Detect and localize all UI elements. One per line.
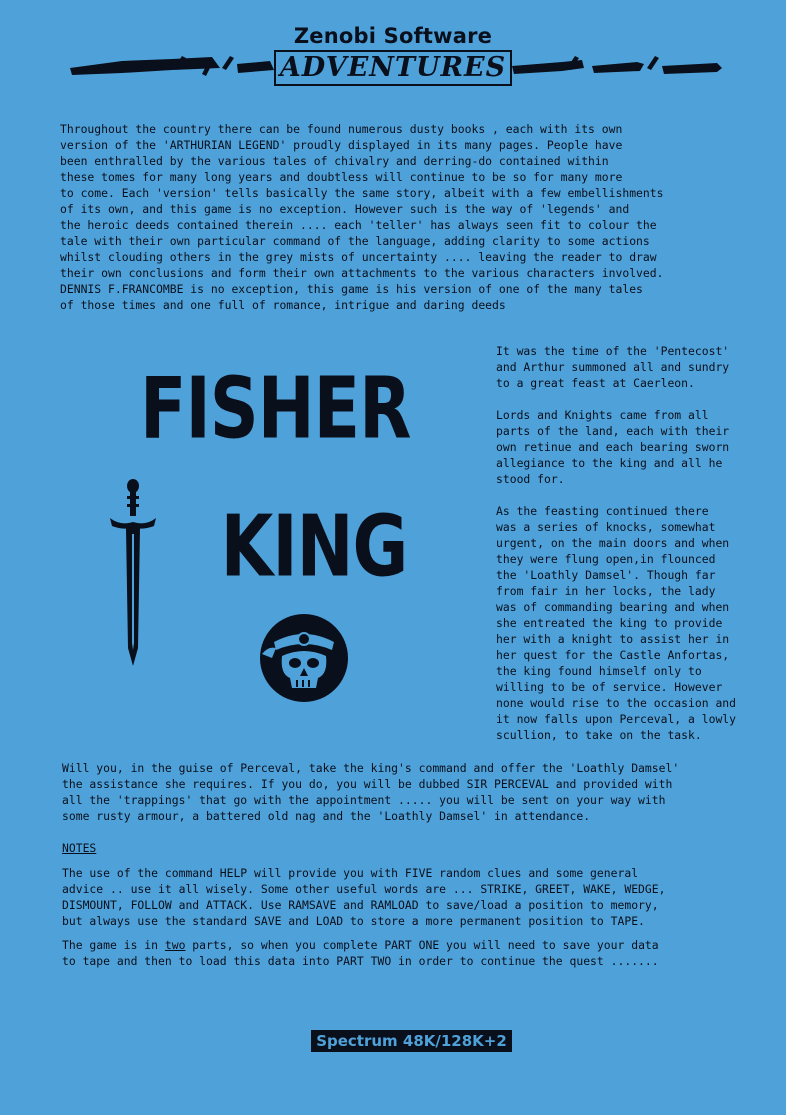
story-line: It was the time of the 'Pentecost' bbox=[496, 344, 730, 358]
skull-icon bbox=[258, 612, 350, 704]
game-title-line-1: FISHER bbox=[140, 360, 411, 459]
story-line: it now falls upon Perceval, a lowly bbox=[496, 712, 737, 726]
challenge-line: the assistance she requires. If you do, you will be dubbed SIR PERCEVAL and provided with bbox=[62, 777, 673, 791]
story-line: she entreated the king to provide bbox=[496, 616, 723, 630]
story-line: Lords and Knights came from all bbox=[496, 408, 709, 422]
notes-line: The use of the command HELP will provide you with FIVE random clues and some general bbox=[62, 866, 639, 880]
notes-line: DISMOUNT, FOLLOW and ATTACK. Use RAMSAVE and RAMLOAD to save/load a position to memory, bbox=[62, 898, 659, 912]
story-line: stood for. bbox=[496, 472, 565, 486]
intro-line: Throughout the country there can be found numerous dusty books , each with its own bbox=[60, 122, 623, 136]
story-line: allegiance to the king and all he bbox=[496, 456, 723, 470]
intro-line: the heroic deeds contained therein .... each 'teller' has always seen fit to colour the bbox=[60, 218, 657, 232]
challenge-line: Will you, in the guise of Perceval, take the king's command and offer the 'Loathly Damsel' bbox=[62, 761, 680, 775]
story-line: was of commanding bearing and when bbox=[496, 600, 730, 614]
adventures-banner bbox=[62, 46, 724, 92]
parts-text: The game is in bbox=[62, 938, 165, 952]
story-column bbox=[496, 343, 778, 759]
story-line: from fair in her locks, the lady bbox=[496, 584, 716, 598]
intro-line: version of the 'ARTHURIAN LEGEND' proudly displayed in its many pages. People have bbox=[60, 138, 623, 152]
game-title-line-2: KING bbox=[220, 498, 408, 597]
story-line: As the feasting continued there bbox=[496, 504, 709, 518]
parts-line: to tape and then to load this data into PART TWO in order to continue the quest ....... bbox=[62, 954, 659, 968]
intro-line: to come. Each 'version' tells basically the same story, albeit with a few embellishments bbox=[60, 186, 664, 200]
story-line: parts of the land, each with their bbox=[496, 424, 730, 438]
notes-line: advice .. use it all wisely. Some other useful words are ... STRIKE, GREET, WAKE, WEDGE, bbox=[62, 882, 666, 896]
story-line: own retinue and each bearing sworn bbox=[496, 440, 730, 454]
notes-heading: NOTES bbox=[62, 841, 97, 855]
story-line: the king found himself only to bbox=[496, 664, 702, 678]
challenge-line: all the 'trappings' that go with the appointment ..... you will be sent on your way with bbox=[62, 793, 666, 807]
story-line: her quest for the Castle Anfortas, bbox=[496, 648, 730, 662]
story-line: her with a knight to assist her in bbox=[496, 632, 730, 646]
story-line: none would rise to the occasion and bbox=[496, 696, 737, 710]
intro-line: tale with their own particular command of the language, adding clarity to some actions bbox=[60, 234, 650, 248]
intro-line: their own conclusions and form their own attachments to the various characters involved. bbox=[60, 266, 664, 280]
story-line: urgent, on the main doors and when bbox=[496, 536, 730, 550]
challenge-paragraph bbox=[62, 760, 774, 824]
banner-title: ADVENTURES bbox=[279, 52, 507, 83]
story-line: they were flung open,in flounced bbox=[496, 552, 716, 566]
intro-line: been enthralled by the various tales of chivalry and derring-do contained within bbox=[60, 154, 609, 168]
story-line: to a great feast at Caerleon. bbox=[496, 376, 695, 390]
notes-paragraph bbox=[62, 865, 774, 929]
parts-text: parts, so when you complete PART ONE you will need to save your data bbox=[185, 938, 659, 952]
story-paragraph bbox=[496, 407, 778, 487]
intro-line: DENNIS F.FRANCOMBE is no exception, this game is his version of one of the many tales bbox=[60, 282, 643, 296]
story-line: was a series of knocks, somewhat bbox=[496, 520, 716, 534]
platform-label: Spectrum 48K/128K+2 bbox=[311, 1030, 512, 1052]
intro-line: these tomes for many long years and doubtless will continue to be so for many more bbox=[60, 170, 623, 184]
story-line: and Arthur summoned all and sundry bbox=[496, 360, 730, 374]
story-line: scullion, to take on the task. bbox=[496, 728, 702, 742]
intro-line: of those times and one full of romance, intrigue and daring deeds bbox=[60, 298, 506, 312]
challenge-line: some rusty armour, a battered old nag and the 'Loathly Damsel' in attendance. bbox=[62, 809, 591, 823]
story-paragraph bbox=[496, 503, 778, 743]
story-line: willing to be of service. However bbox=[496, 680, 723, 694]
banner-frame bbox=[274, 50, 512, 86]
story-line: the 'Loathly Damsel'. Though far bbox=[496, 568, 716, 582]
story-paragraph bbox=[496, 343, 778, 391]
sword-icon bbox=[108, 478, 158, 668]
parts-emphasis: two bbox=[164, 938, 186, 952]
notes-line: but always use the standard SAVE and LOAD to store a more permanent position to TAPE. bbox=[62, 914, 645, 928]
publisher-name: Zenobi Software bbox=[293, 24, 493, 48]
intro-line: whilst clouding others in the grey mists of uncertainty .... leaving the reader to draw bbox=[60, 250, 657, 264]
parts-paragraph bbox=[62, 937, 774, 969]
intro-paragraph bbox=[60, 121, 760, 313]
intro-line: of its own, and this game is no exception. However such is the way of 'legends' and bbox=[60, 202, 630, 216]
parts-line bbox=[62, 937, 774, 953]
